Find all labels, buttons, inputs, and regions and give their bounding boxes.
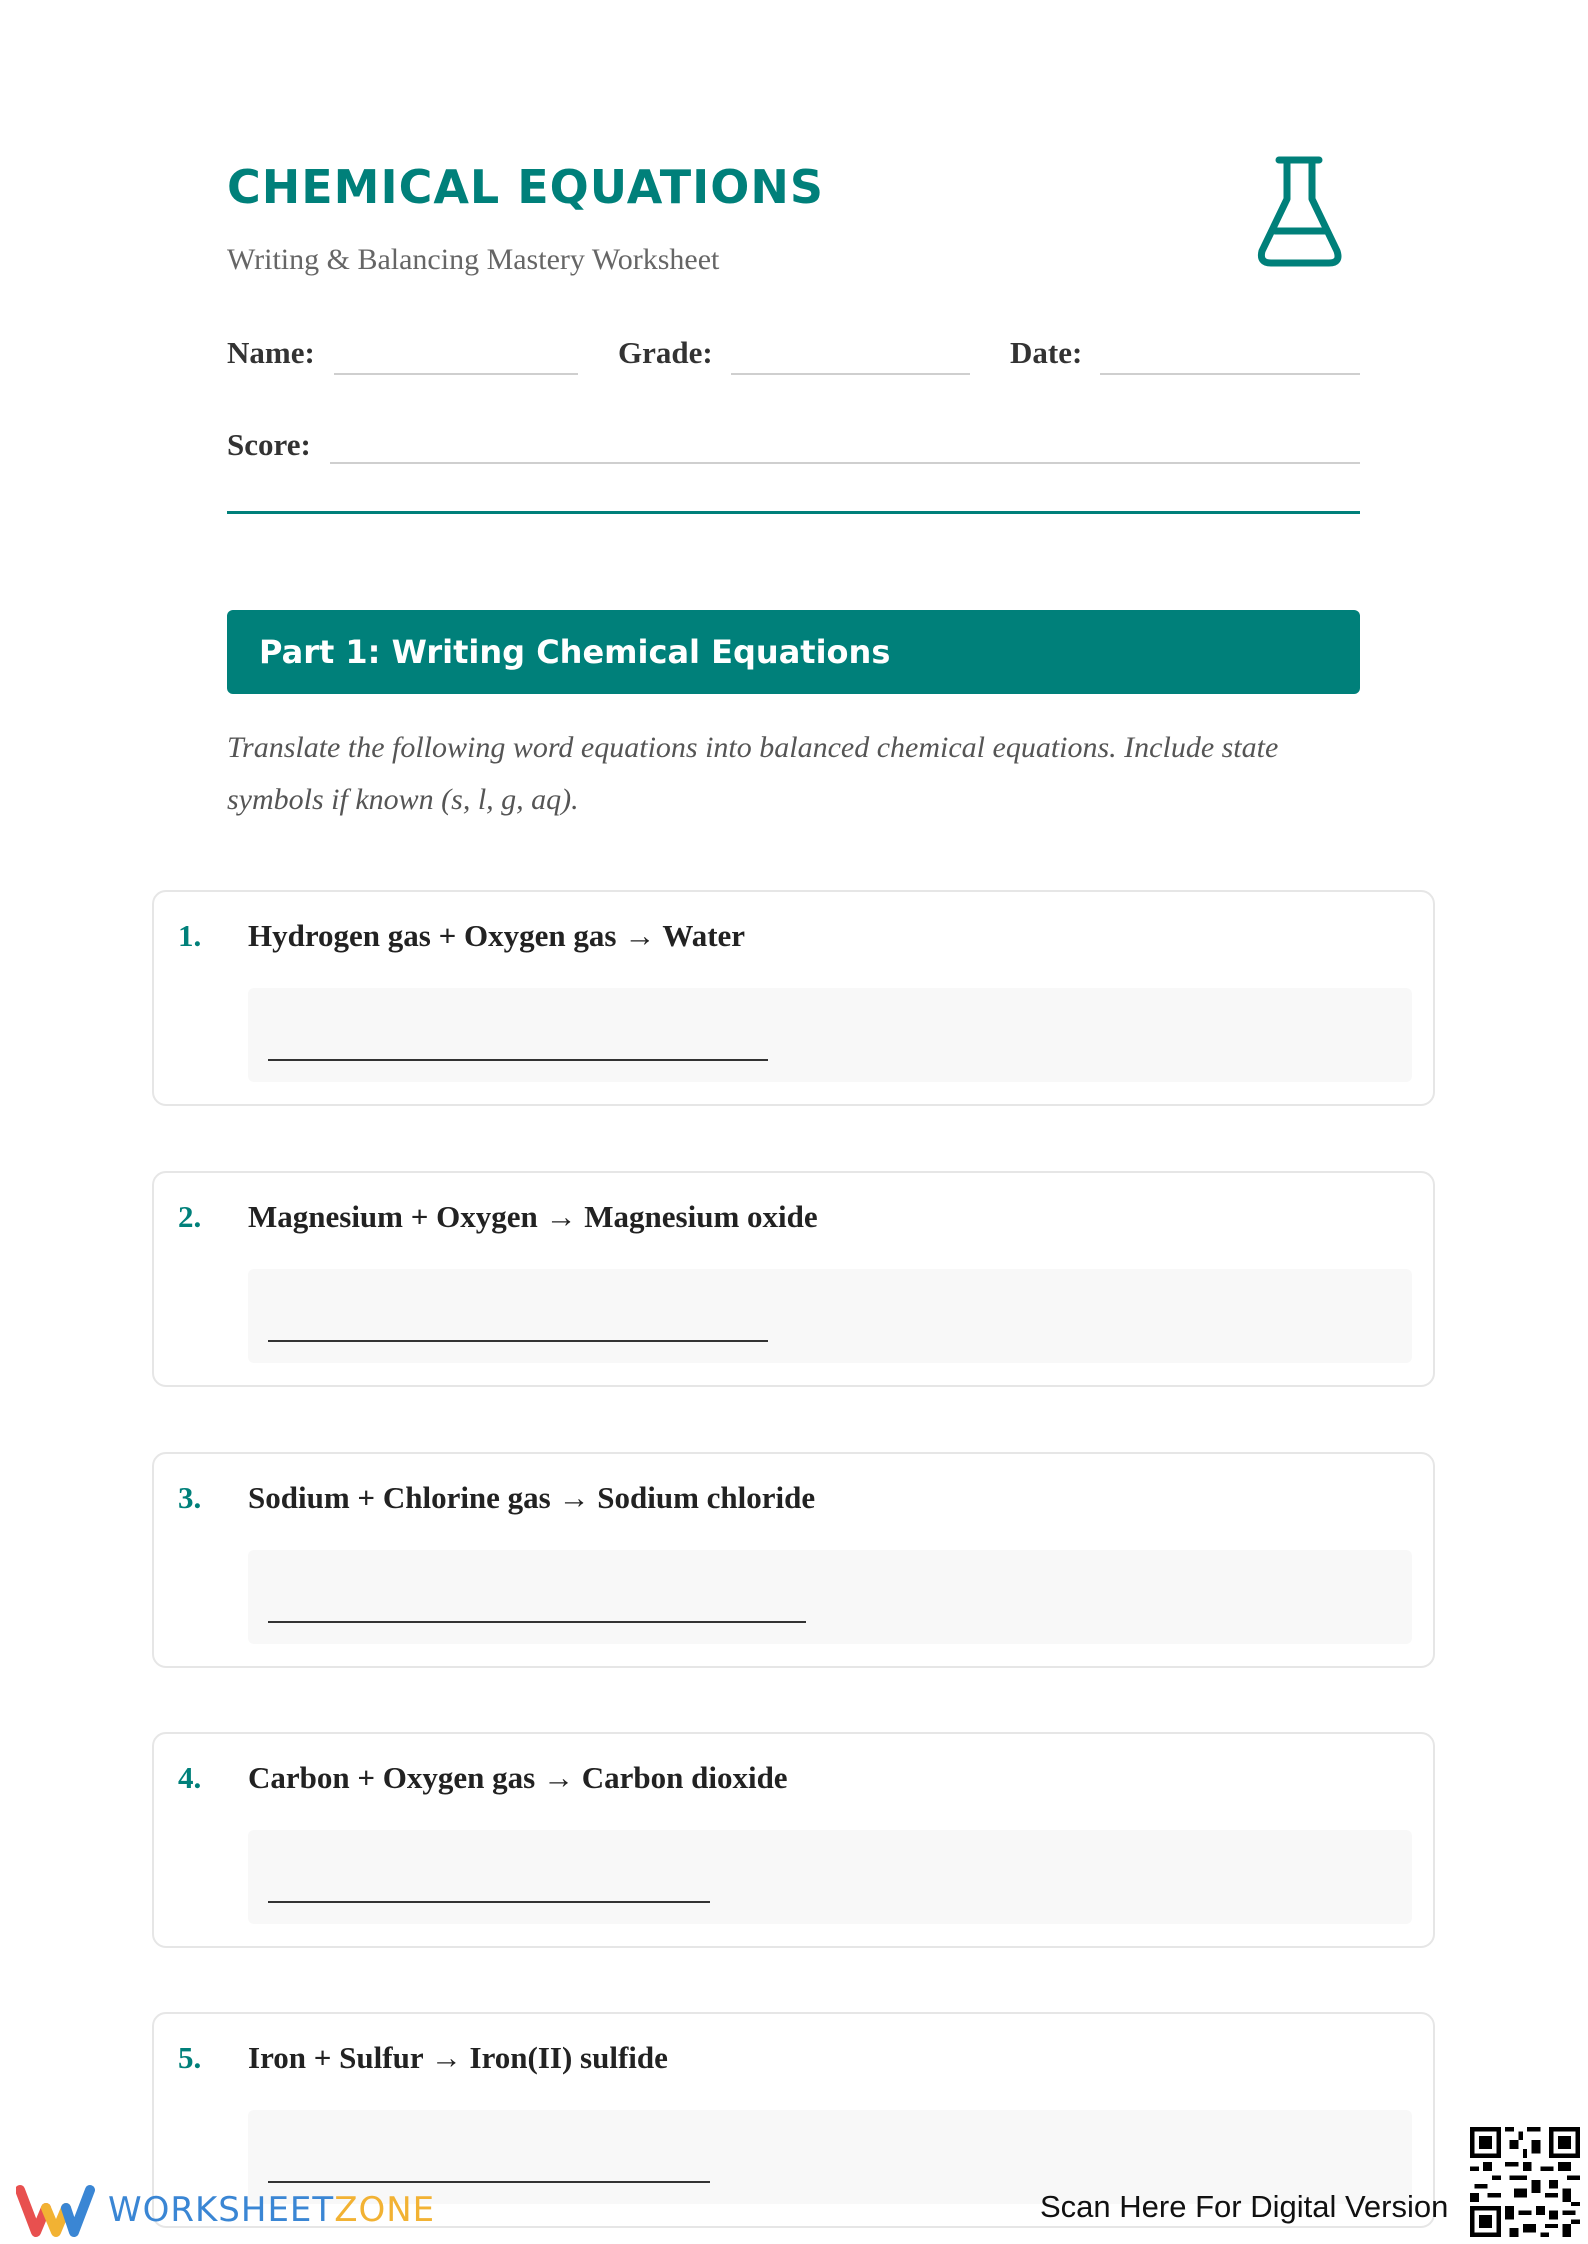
question-text: Magnesium + Oxygen → Magnesium oxide xyxy=(248,1199,818,1234)
question-number: 3. xyxy=(178,1480,202,1515)
brand-name-zone: ZONE xyxy=(334,2190,436,2230)
brand-name xyxy=(108,2190,435,2230)
worksheet-subtitle: Writing & Balancing Mastery Worksheet xyxy=(227,243,720,276)
worksheet-title: CHEMICAL EQUATIONS xyxy=(227,160,824,214)
section-instructions: Translate the following word equations into balanced chemical equations. Include state symbols if known (s, l, g, aq). xyxy=(227,731,1279,816)
answer-line xyxy=(268,1901,710,1903)
question-text: Iron + Sulfur → Iron(II) sulfide xyxy=(248,2040,668,2075)
logo-w-icon xyxy=(16,2182,96,2238)
question-text: Carbon + Oxygen gas → Carbon dioxide xyxy=(248,1760,788,1795)
score-label: Score: xyxy=(227,427,311,462)
header-divider xyxy=(227,511,1360,514)
question-text: Hydrogen gas + Oxygen gas → Water xyxy=(248,918,746,953)
question-card xyxy=(152,1452,1435,1668)
answer-box[interactable] xyxy=(248,1550,1412,1644)
score-field[interactable] xyxy=(330,462,1360,464)
grade-label: Grade: xyxy=(618,335,713,370)
question-card xyxy=(152,1171,1435,1387)
question-number: 1. xyxy=(178,918,202,953)
answer-box[interactable] xyxy=(248,988,1412,1082)
section-header xyxy=(227,610,1360,694)
answer-line xyxy=(268,1340,768,1342)
section-title: Part 1: Writing Chemical Equations xyxy=(259,633,891,671)
date-field[interactable] xyxy=(1100,373,1360,375)
question-number: 2. xyxy=(178,1199,202,1234)
date-label: Date: xyxy=(1010,335,1083,370)
answer-box[interactable] xyxy=(248,1269,1412,1363)
question-number: 5. xyxy=(178,2040,202,2075)
grade-field[interactable] xyxy=(731,373,970,375)
question-card xyxy=(152,1732,1435,1948)
answer-box[interactable] xyxy=(248,1830,1412,1924)
question-card xyxy=(152,890,1435,1106)
qr-code-icon[interactable] xyxy=(1470,2126,1580,2238)
brand-name-part: WORKSHEET xyxy=(108,2190,335,2230)
name-label: Name: xyxy=(227,335,315,370)
scan-instruction: Scan Here For Digital Version xyxy=(1040,2189,1449,2224)
answer-line xyxy=(268,1059,768,1061)
worksheetzone-logo xyxy=(16,2182,435,2238)
answer-line xyxy=(268,1621,806,1623)
flask-icon xyxy=(1255,155,1345,270)
name-field[interactable] xyxy=(334,373,578,375)
question-number: 4. xyxy=(178,1760,202,1795)
question-text: Sodium + Chlorine gas → Sodium chloride xyxy=(248,1480,816,1515)
